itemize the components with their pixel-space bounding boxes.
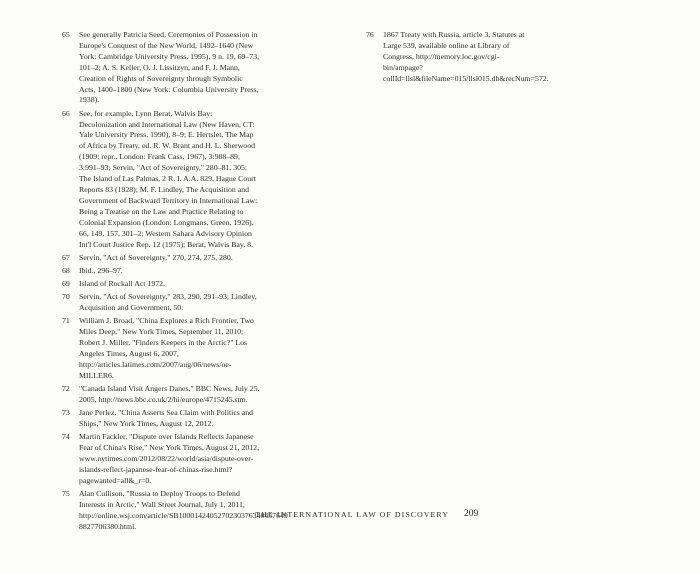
endnote-number: 69 bbox=[62, 279, 70, 289]
endnote bbox=[62, 253, 260, 264]
endnote-number: 68 bbox=[62, 265, 70, 275]
endnote-number: 65 bbox=[62, 30, 70, 39]
endnote bbox=[62, 30, 260, 106]
endnote-number: 70 bbox=[62, 292, 70, 302]
endnotes-right-column bbox=[366, 30, 549, 87]
page-number: 209 bbox=[464, 509, 479, 519]
endnote-number: 72 bbox=[62, 384, 70, 394]
endnote-number: 74 bbox=[62, 432, 70, 442]
endnote-number: 71 bbox=[62, 316, 70, 326]
endnote-text: Martin Fackler, "Dispute over Islands Reflects Japanese Fear of China's Rise," New York Times, August 21, 2012, www.nytimes.com/2012/08/22/world/asia/dispute-over-islands-reflect-japanese-fear-of-chinas-rise.html?pagewanted=all&_r=0. bbox=[79, 432, 260, 486]
endnote-text: See generally Patricia Seed, Ceremonies of Possession in Europe's Conquest of the New World, 1492–1640 (New York: Cambridge University Press, 1995), 9 n. 19, 69–73, 101–2; A. S. Keller, O. J. Lissitzyn, and F. J. Mann, Creation of Rights of Sovereignty through Symbolic Acts, 1400–1800 (New York: Columbia University Press, 1938). bbox=[79, 30, 260, 105]
endnotes-left-column bbox=[62, 30, 288, 535]
endnote bbox=[62, 384, 260, 406]
endnote bbox=[62, 408, 260, 430]
endnote-number: 73 bbox=[62, 408, 70, 418]
endnote bbox=[62, 292, 260, 314]
endnote bbox=[62, 266, 260, 277]
endnote-text: Ibid., 296–97. bbox=[79, 265, 123, 275]
endnote bbox=[62, 432, 260, 487]
endnote-text: See, for example, Lynn Berat, Walvis Bay: Decolonization and International Law (New Haven, CT: Yale University Press, 1990), 8–9; E. Hertslet, The Map of Africa by Treaty, ed. R. W. Brant and H. L. Sherwood (1909; repr., London: Frank Cass, 1967), 3:988–89, 3:991–93; Servin, "Act of Sovereignty," 280–81, 305; The Island of Las Palmas, 2 R. I. A.A. 829, Hague Court Reports 83 (1928); M. F. Lindley, The Acquisition and Government of Backward Territory in International Law: Being a Treatise on the Law and Practice Relating to Colonial Expansion (London: Longmans, Green, 1926), 66, 149, 157, 301–2; Western Sahara Advisory Opinion Int'l Court Justice Rep. 12 (1975); Berat, Walvis Bay, 8. bbox=[79, 108, 258, 249]
endnote-number: 75 bbox=[62, 489, 70, 499]
endnote-text: Alan Cullison, "Russia to Deploy Troops to Defend Interests in Arctic," Wall Street Journal, July 1, 2011, http://online.wsj.com/article/SB1000142405270230376340457649 8827706380.html. bbox=[79, 489, 288, 531]
endnote-text: 1867 Treaty with Russia, article 3, Statutes at Large 539, available online at Library of Congress, http://memory.loc.gov/cgi-bin/ampage?collId=llsl&fileName=015/llsl015.db&recNum=572. bbox=[383, 30, 549, 83]
endnote-text: William J. Broad, "China Explores a Rich Frontier, Two Miles Deep," New York Times, September 11, 2010; Robert J. Miller, "Finders Keepers in the Arctic?" Los Angeles Times, August 6, 2007, http://articles.latimes.com/2007/aug/06/news/oe-MILLER6. bbox=[79, 316, 254, 380]
endnote-text: Jane Perlez, "China Asserts Sea Claim with Politics and Ships," New York Times, August 12, 2012. bbox=[79, 408, 254, 429]
endnote-text: Island of Rockall Act 1972. bbox=[79, 279, 165, 289]
endnote-text: "Canada Island Visit Angers Danes," BBC News, July 25, 2005, http://news.bbc.co.uk/2/hi/europe/4715245.stm. bbox=[79, 384, 260, 405]
endnote bbox=[62, 109, 260, 251]
running-head: THE INTERNATIONAL LAW OF DISCOVERY bbox=[255, 510, 449, 519]
endnote-text: Servin, "Act of Sovereignty," 270, 274, 275, 280. bbox=[79, 252, 233, 262]
endnote bbox=[62, 279, 260, 290]
endnote-number: 66 bbox=[62, 108, 70, 118]
endnote-number: 67 bbox=[62, 252, 70, 262]
endnote bbox=[62, 316, 260, 381]
page-footer bbox=[0, 510, 700, 526]
endnote-text: Servin, "Act of Sovereignty," 283, 290, 291–93; Lindley, Acquisition and Government, 50. bbox=[79, 292, 257, 313]
endnote bbox=[366, 30, 549, 85]
endnote-number: 76 bbox=[366, 30, 374, 39]
